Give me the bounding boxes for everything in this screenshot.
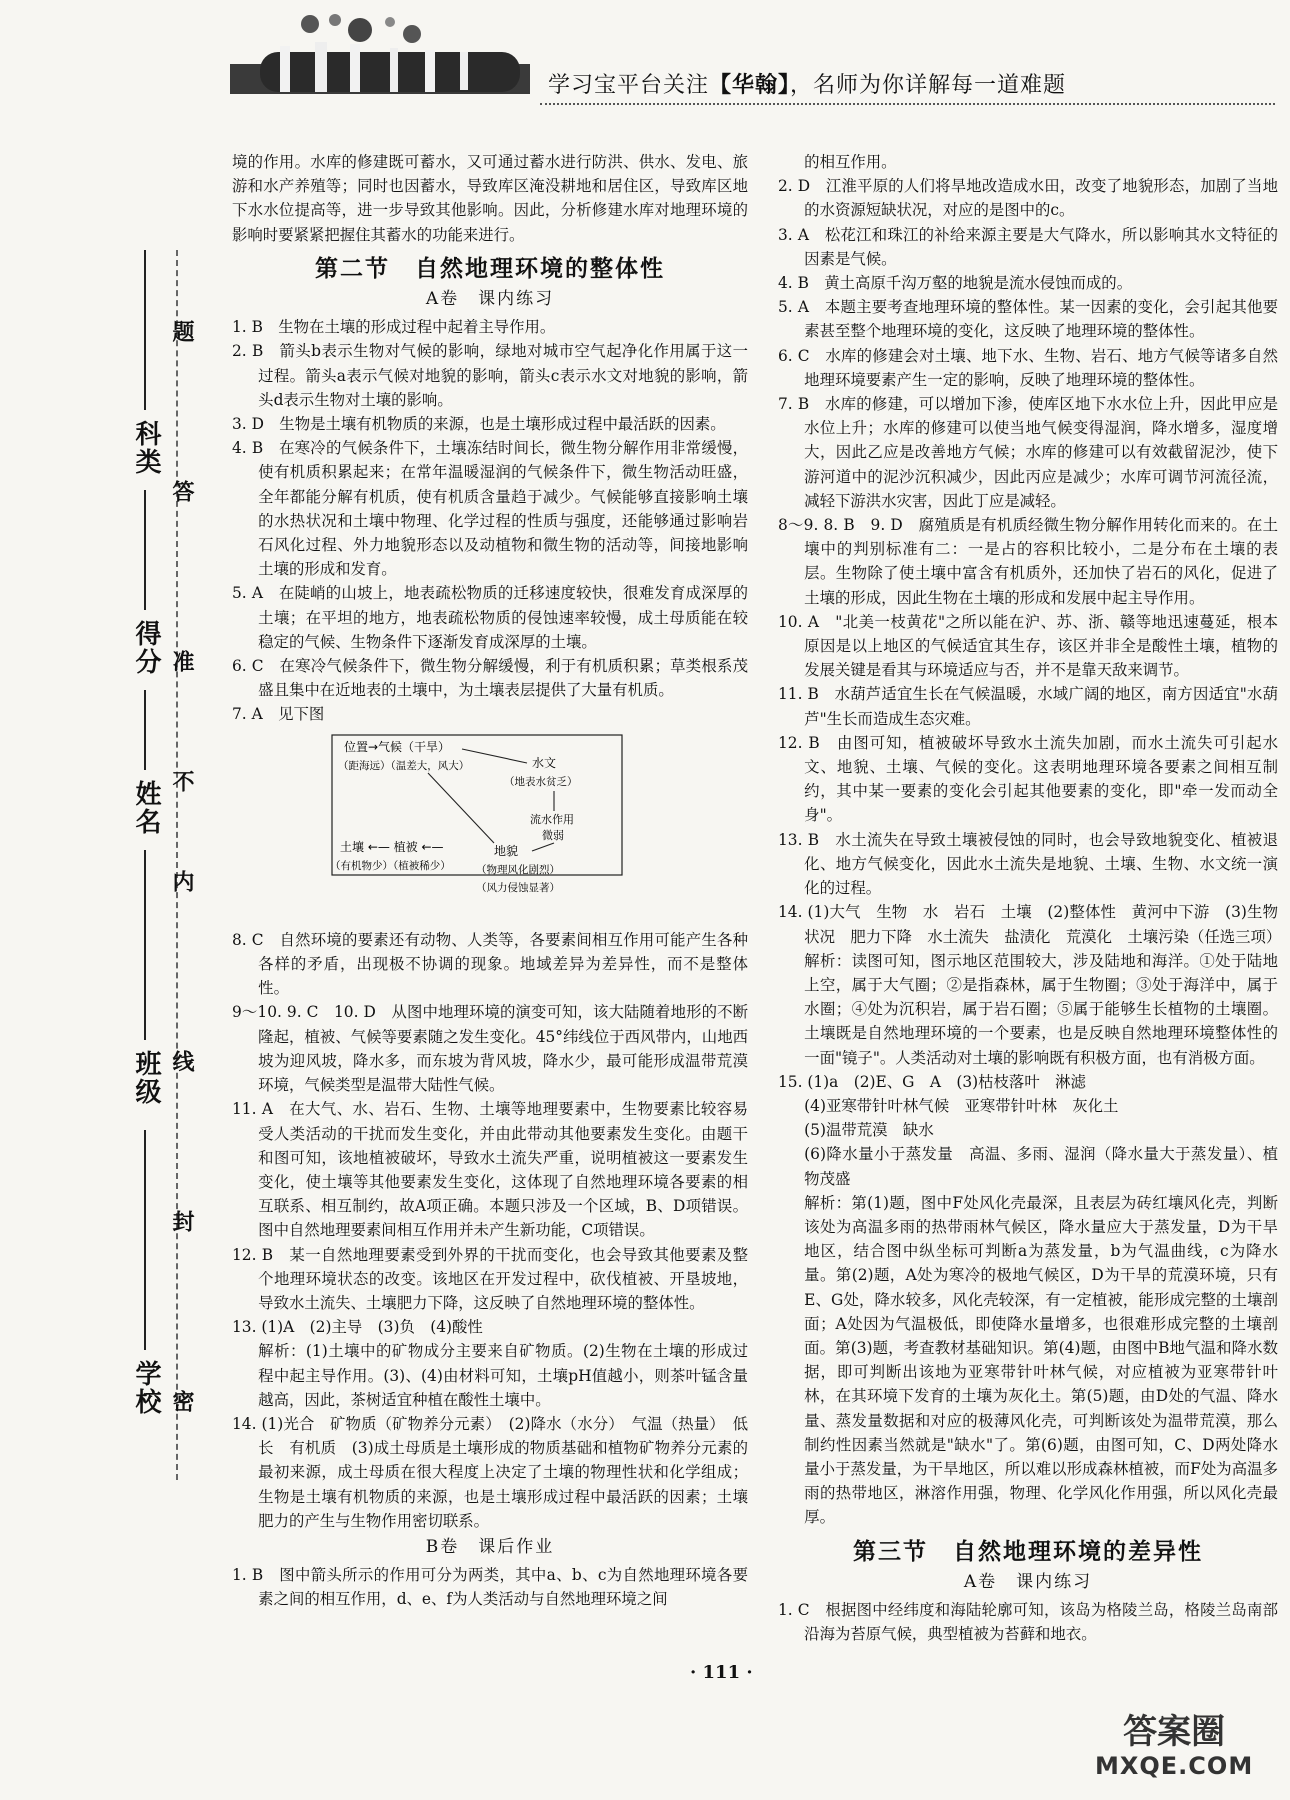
answer-item: 5. A 在陡峭的山坡上，地表疏松物质的迁移速度较快，很难发育成深厚的土壤；在平坦的地方，地表疏松物质的侵蚀速率较慢，成土母质能在较稳定的气候、生物条件下逐渐发育成深厚的土壤。 bbox=[232, 584, 748, 651]
analysis: 解析：(1)土壤中的矿物成分主要来自矿物质。(2)生物在土壤的形成过程中起主导作用。(3)、(4)由材料可知，土壤pH值越小，则茶叶锰含量越高，因此，茶树适宜种植在酸性土壤中。 bbox=[258, 1342, 748, 1409]
diagram-arrow bbox=[428, 773, 494, 843]
answer-item: 12. B 某一自然地理要素受到外界的干扰而变化，也会导致其他要素及整个地理环境状态的改变。该地区在开发过程中，砍伐植被、开垦坡地，导致水土流失、土壤肥力下降，这反映了自然地理环境的整体性。 bbox=[232, 1245, 748, 1312]
diagram-arrow bbox=[462, 749, 527, 763]
seal-char: 不 bbox=[169, 770, 194, 792]
header-slogan: 学习宝平台关注【华翰】，名师为你详解每一道难题 bbox=[548, 73, 1067, 98]
answer-item: (6)降水量小于蒸发量 高温、多雨、湿润（降水量大于蒸发量）、植物茂盛 bbox=[804, 1145, 1278, 1188]
name-blank bbox=[144, 690, 146, 770]
answer-item: 8. C 自然环境的要素还有动物、人类等，各要素间相互作用可能产生各种各样的矛盾，出现极不协调的现象。地域差异为差异性，而不是整体性。 bbox=[232, 930, 748, 998]
seal-margin bbox=[110, 250, 200, 1480]
paragraph: 境的作用。水库的修建既可蓄水，又可通过蓄水进行防洪、供水、发电、旅游和水产养殖等；同时也因蓄水，导致库区淹没耕地和居住区，导致库区地下水水位提高等，进一步导致其他影响。因此，分析修建水库对地理环境的影响时要紧紧把握住其蓄水的功能来进行。 bbox=[232, 153, 748, 244]
answer-item: 1. C 根据图中经纬度和海陆轮廓可知，该岛为格陵兰岛，格陵兰岛南部沿海为苔原气候，典型植被为苔藓和地衣。 bbox=[778, 1600, 1278, 1644]
answer-item: 2. B 箭头b表示生物对气候的影响，绿地对城市空气起净化作用属于这一过程。箭头a表示气候对地貌的影响，箭头c表示水文对地貌的影响，箭头d表示生物对土壤的影响。 bbox=[232, 342, 748, 409]
answer-item: 10. A "北美一枝黄花"之所以能在沪、苏、浙、赣等地迅速蔓延，根本原因是以上地区的气候适宜其生存，该区并非全是酸性土壤，植物的发展关键是看其与环境适应与否，并不是靠天敌来调节。 bbox=[778, 612, 1278, 680]
diagram-node-landform-note2: （风力侵蚀显著） bbox=[476, 881, 560, 894]
analysis: 解析：读图可知，图示地区范围较大，涉及陆地和海洋。①处于陆地上空，属于大气圈；②是指森林，属于生物圈；③处于海洋中，属于水圈；④处为沉积岩，属于岩石圈；⑤属于能够生长植物的土壤圈。土壤既是自然地理环境的一个要素，也是反映自然地理环境整体性的一面"镜子"。人类活动对土壤的影响既有积极方面，也有消极方面。 bbox=[804, 951, 1278, 1067]
seal-dashed-line bbox=[176, 250, 178, 1480]
answer-item: 4. B 在寒冷的气候条件下，土壤冻结时间长，微生物分解作用非常缓慢，使有机质积累起来；在常年温暖湿润的气候条件下，微生物活动旺盛，全年都能分解有机质，使有机质含量趋于减少。气候能够直接影响土壤的水热状况和土壤中物理、化学过程的性质与强度，还能够通过影响岩石风化过程、外力地貌形态以及动植物和微生物的活动等，间接地影响土壤的形成和发育。 bbox=[232, 439, 748, 579]
section-title: 第二节 自然地理环境的整体性 bbox=[315, 255, 665, 282]
answer-item: 11. A 在大气、水、岩石、生物、土壤等地理要素中，生物要素比较容易受人类活动的干扰而发生变化，并由此带动其他要素发生变化。由题干和图可知，该地植被破坏，导致水土流失严重，说明植被这一要素发生变化，使土壤等其他要素发生变化，这体现了自然地理环境各要素的相互联系、相互制约，故A项正确。本题只涉及一个区域，B、D项错误。图中自然地理要素间相互作用并未产生新功能，C项错误。 bbox=[232, 1100, 748, 1240]
subsection-title: A卷 课内练习 bbox=[963, 1571, 1093, 1592]
answer-item: 3. D 生物是土壤有机物质的来源，也是土壤形成过程中最活跃的因素。 bbox=[232, 415, 726, 434]
answer-item: 5. A 本题主要考查地理环境的整体性。某一因素的变化，会引起其他要素甚至整个地理环境的变化，这反映了地理环境的整体性。 bbox=[778, 298, 1278, 341]
environment-diagram bbox=[232, 733, 748, 911]
page-number: · 111 · bbox=[690, 1662, 753, 1683]
diagram-node-hydrology: 水文 bbox=[532, 755, 557, 770]
answer-item: 7. B 水库的修建，可以增加下渗，使库区地下水水位上升，因此甲应是水位上升；水库的修建可以使当地气候变得湿润，降水增多，湿度增大，因此乙应是改善地方气候；水库的修建可以有效截留泥沙，使下游河道中的泥沙沉积减少，因此丙应是减少；水库可调节河流径流，减轻下游洪水灾害，因此丁应是减轻。 bbox=[778, 395, 1278, 510]
diagram-arrow bbox=[532, 843, 554, 851]
label-subject: 科类 bbox=[131, 420, 161, 476]
left-column bbox=[232, 150, 764, 1612]
diagram-node-fluvial-note: 微弱 bbox=[542, 828, 564, 842]
answer-item: 12. B 由图可知，植被破坏导致水土流失加剧，而水土流失可引起水文、地貌、土壤、气候的变化。这表明地理环境各要素之间相互制约，其中某一要素的变化会引起其他要素的变化，即"牵一发而动全身"。 bbox=[778, 733, 1278, 825]
score-blank bbox=[144, 490, 146, 610]
seal-char: 密 bbox=[169, 1390, 194, 1412]
answer-item: (4)亚寒带针叶林气候 亚寒带针叶林 灰化土 bbox=[804, 1096, 1119, 1115]
header-logo-decoration bbox=[240, 12, 540, 102]
header-rule bbox=[540, 103, 1275, 105]
answer-item: 2. D 江淮平原的人们将旱地改造成水田，改变了地貌形态，加剧了当地的水资源短缺状况，对应的是图中的c。 bbox=[778, 177, 1278, 220]
diagram-node-landform: 地貌 bbox=[494, 843, 519, 858]
label-name: 姓名 bbox=[131, 780, 161, 836]
label-school: 学校 bbox=[131, 1360, 161, 1416]
subject-blank bbox=[144, 250, 146, 410]
header-brand: 【华翰】 bbox=[709, 73, 791, 98]
answer-item: 6. C 水库的修建会对土壤、地下水、生物、岩石、地方气候等诸多自然地理环境要素产生一定的影响，反映了地理环境的整体性。 bbox=[778, 346, 1278, 389]
right-column bbox=[778, 150, 1282, 1646]
label-score: 得分 bbox=[131, 620, 161, 676]
answer-item: (5)温带荒漠 缺水 bbox=[804, 1121, 934, 1140]
seal-char: 封 bbox=[169, 1210, 194, 1232]
diagram-node-location-climate: 位置→气候（干旱） bbox=[344, 739, 451, 754]
answer-item: 7. A 见下图 bbox=[232, 705, 325, 724]
seal-char: 题 bbox=[169, 320, 194, 342]
answer-item: 13. B 水土流失在导致土壤被侵蚀的同时，也会导致地貌变化、植被退化、地方气候变化，因此水土流失是地貌、土壤、生物、水文统一演化的过程。 bbox=[778, 830, 1278, 898]
paragraph: 的相互作用。 bbox=[804, 153, 897, 171]
seal-char: 线 bbox=[169, 1050, 194, 1072]
class-blank bbox=[144, 850, 146, 1040]
diagram-node-landform-note1: （物理风化剧烈） bbox=[476, 863, 560, 876]
answer-item: 1. B 生物在土壤的形成过程中起着主导作用。 bbox=[232, 318, 556, 337]
seal-char: 准 bbox=[169, 650, 194, 672]
diagram-node-soil-vegetation: 土壤 ←— 植被 ←— bbox=[340, 839, 444, 854]
answer-item: 15. (1)a (2)E、G A (3)枯枝落叶 淋滤 bbox=[778, 1072, 1086, 1091]
answer-item: 13. (1)A (2)主导 (3)负 (4)酸性 bbox=[232, 1318, 483, 1337]
seal-char: 答 bbox=[169, 480, 194, 502]
subsection-title: A卷 课内练习 bbox=[425, 289, 555, 310]
diagram-node-location-climate-note: （距海远）（温差大，风大） bbox=[338, 759, 470, 772]
section-title: 第三节 自然地理环境的差异性 bbox=[853, 1538, 1203, 1565]
answer-item: 14. (1)光合 矿物质（矿物养分元素） (2)降水（水分） 气温（热量） 低 长 有机质 (3)成土母质是土壤形成的物质基础和植物矿物养分元素的最初来源，成土母质在很大程度上决定了土壤的物理性状和化学组成；生物是土壤有机物质的来源，也是土壤形成过程中最活跃的因素；土壤肥力的产生与生物作用密切联系。 bbox=[232, 1414, 764, 1530]
answer-item: 6. C 在寒冷气候条件下，微生物分解缓慢，利于有机质积累；草类根系茂盛且集中在近地表的土壤中，为土壤表层提供了大量有机质。 bbox=[232, 657, 748, 700]
answer-item: 3. A 松花江和珠江的补给来源主要是大气降水，所以影响其水文特征的因素是气候。 bbox=[778, 225, 1278, 268]
analysis: 解析：第(1)题，图中F处风化壳最深，且表层为砖红壤风化壳，判断该处为高温多雨的热带雨林气候区，降水量应大于蒸发量，D为干旱地区，结合图中纵坐标可判断a为蒸发量，b为气温曲线，c为降水量。第(2)题，A处为寒冷的极地气候区，D为干旱的荒漠环境，只有E、G处，降水较多，风化壳较深，有一定植被，能形成完整的土壤剖面；A处因为气温极低，即使降水量增多，也很难形成完整的土壤剖面。第(3)题，考查教材基础知识。第(4)题，由图中B地气温和降水数据，即可判断出该地为亚寒带针叶林气候，对应植被为亚寒带针叶林，在其环境下发育的土壤为灰化土。第(5)题，由D处的气温、降水量、蒸发量数据和对应的极薄风化壳，可判断该处为温带荒漠，那么制约性因素当然就是"缺水"了。第(6)题，由图可知，C、D两处降水量小于蒸发量，为干旱地区，所以难以形成森林植被，而F处为高温多雨的热带地区，淋溶作用强，物理、化学风化作用强，所以风化壳最厚。 bbox=[804, 1193, 1278, 1527]
answer-item: 8～9. 8. B 9. D 腐殖质是有机质经微生物分解作用转化而来的。在土壤中的判别标准有二：一是占的容积比较小，二是分布在土壤的表层。生物除了使土壤中富含有机质外，还加快了岩石的风化，促进了土壤的形成，因此生物在土壤的形成和发展中起主导作用。 bbox=[778, 516, 1278, 607]
diagram-node-fluvial: 流水作用 bbox=[530, 812, 574, 826]
school-blank bbox=[144, 1130, 146, 1350]
subsection-title: B卷 课后作业 bbox=[425, 1536, 555, 1557]
diagram-node-hydrology-note: （地表水贫乏） bbox=[504, 775, 578, 788]
label-class: 班级 bbox=[131, 1050, 161, 1106]
answer-item: 4. B 黄土高原千沟万壑的地貌是流水侵蚀而成的。 bbox=[778, 274, 1133, 293]
watermark-logo: 答案圈 MXQE.COM bbox=[1095, 1712, 1254, 1780]
seal-char: 内 bbox=[169, 870, 194, 892]
answer-item: 14. (1)大气 生物 水 岩石 土壤 (2)整体性 黄河中下游 (3)生物状况 肥力下降 水土流失 盐渍化 荒漠化 土壤污染（任选三项） bbox=[778, 903, 1282, 946]
answer-item: 11. B 水葫芦适宜生长在气候温暖，水域广阔的地区，南方因适宜"水葫芦"生长而造成生态灾难。 bbox=[778, 685, 1278, 728]
answer-item: 9～10. 9. C 10. D 从图中地理环境的演变可知，该大陆随着地形的不断隆起，植被、气候等要素随之发生变化。45°纬线位于西风带内，山地西坡为迎风坡，降水多，而东坡为背风坡，降水少，最可能形成温带荒漠环境，气候类型是温带大陆性气候。 bbox=[232, 1003, 748, 1095]
diagram-node-soil-vegetation-note: （有机物少）（植被稀少） bbox=[330, 859, 451, 872]
answer-item: 1. B 图中箭头所示的作用可分为两类，其中a、b、c为自然地理环境各要素之间的相互作用，d、e、f为人类活动与自然地理环境之间 bbox=[232, 1566, 748, 1609]
